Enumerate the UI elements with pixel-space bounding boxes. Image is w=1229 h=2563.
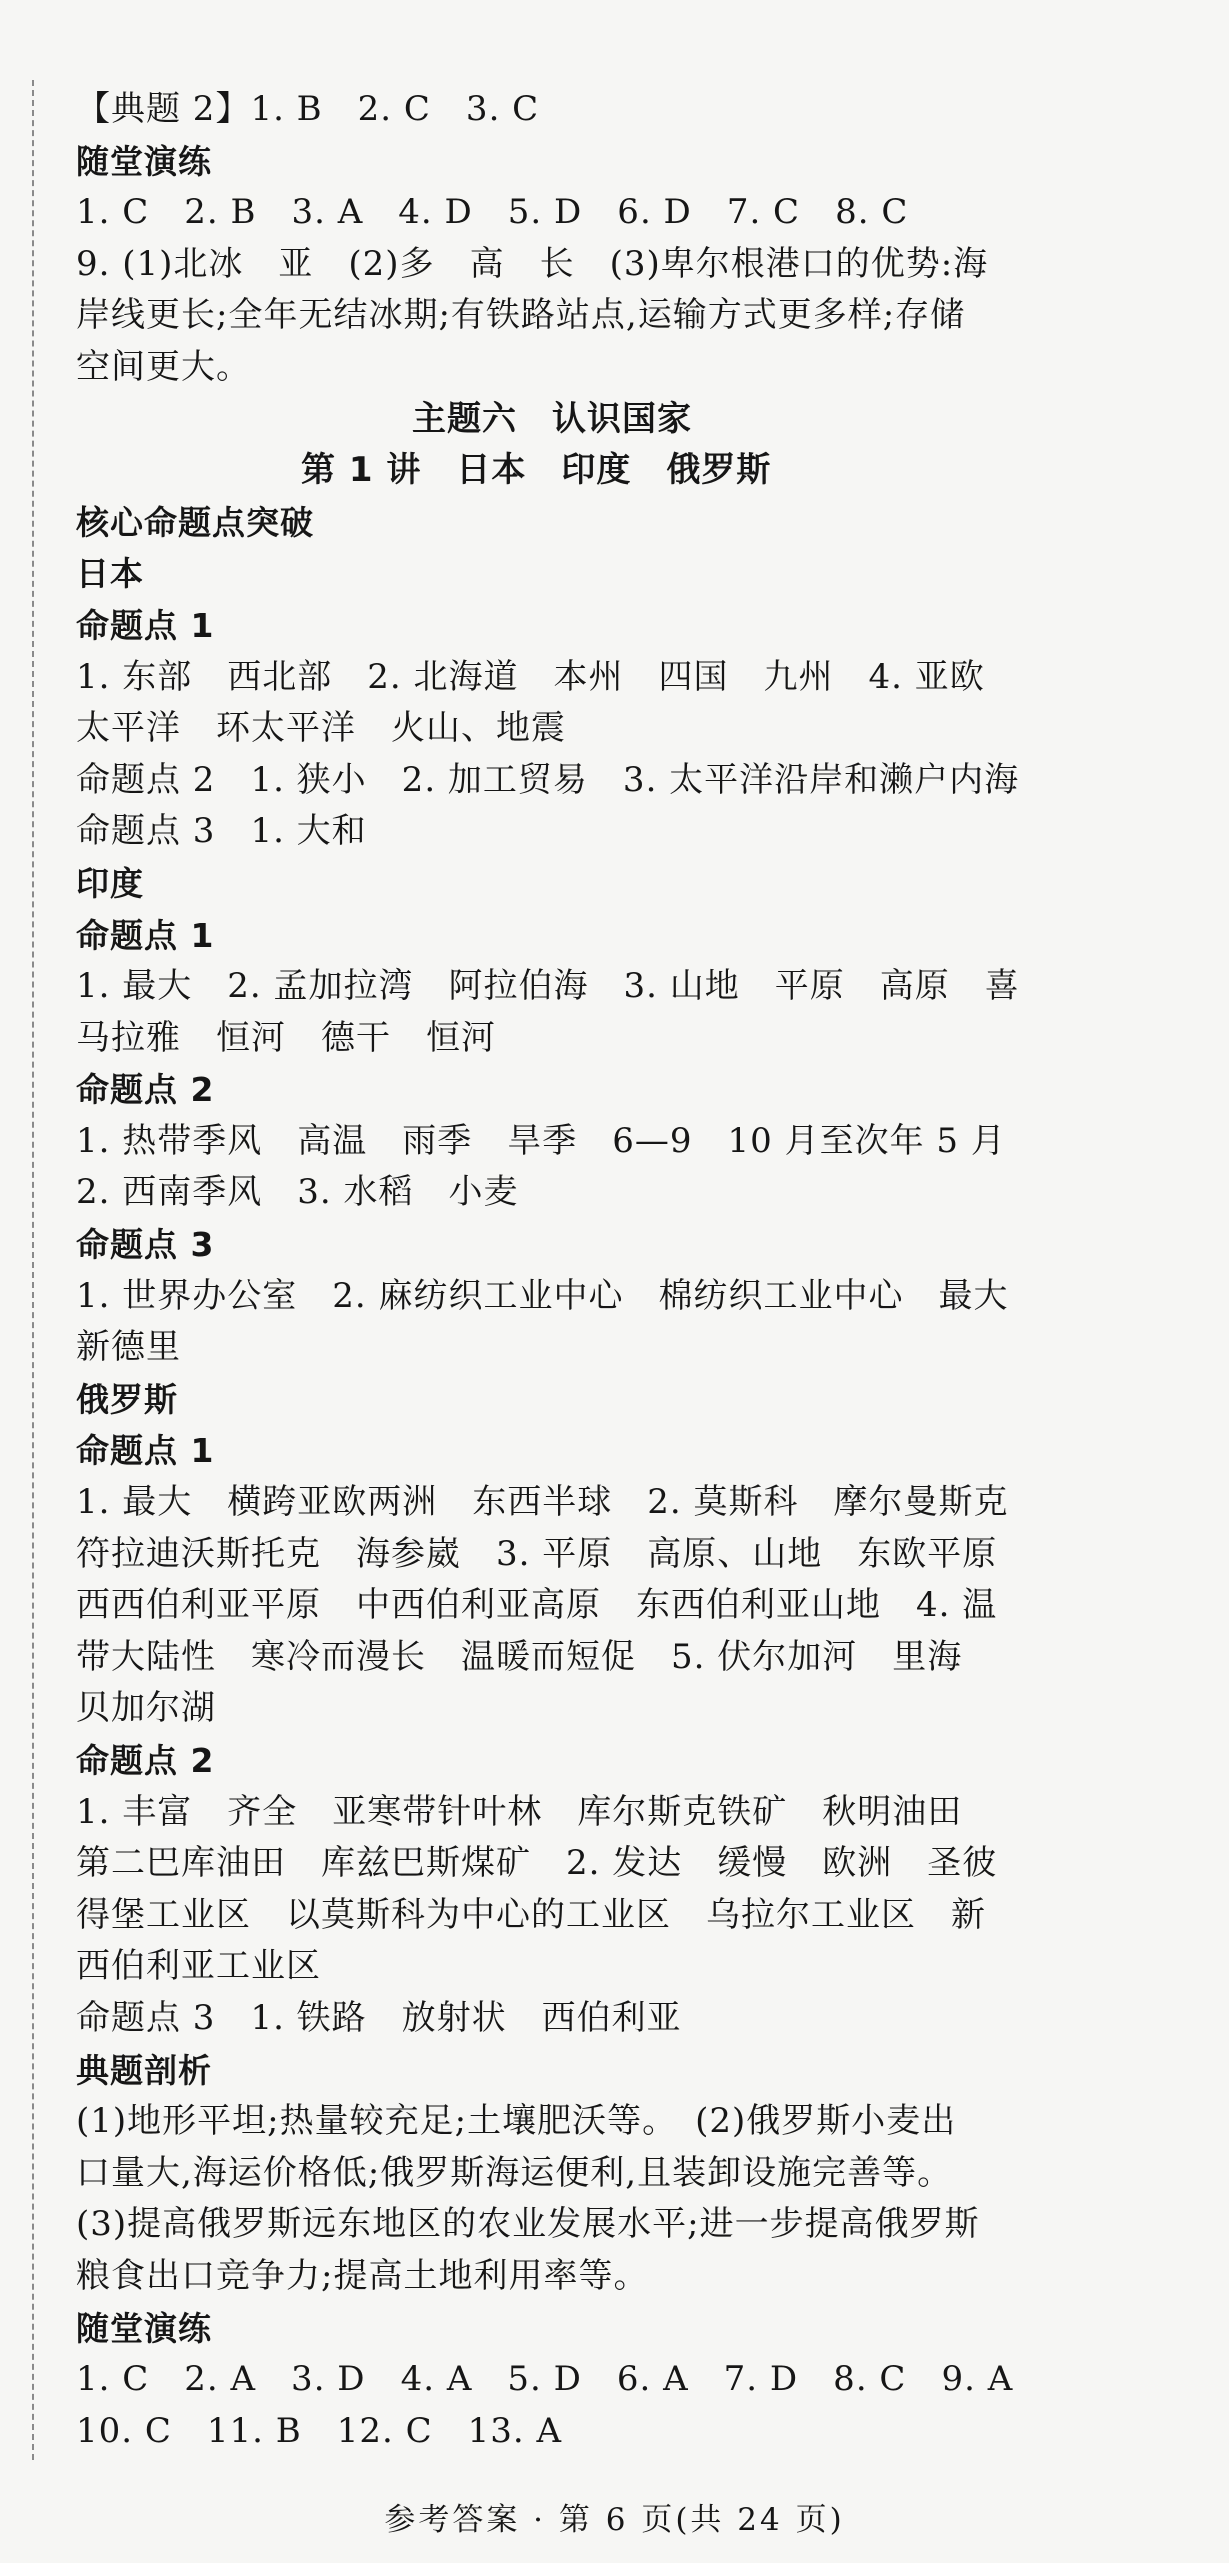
answer-line: 1. 最大 2. 孟加拉湾 阿拉伯海 3. 山地 平原 高原 喜 <box>76 966 1020 1007</box>
section-heading: 命题点 1 <box>76 915 215 955</box>
section-heading: 命题点 3 <box>76 1225 215 1265</box>
section-heading: 日本 <box>76 554 144 594</box>
answer-line: 1. 最大 横跨亚欧两洲 东西半球 2. 莫斯科 摩尔曼斯克 <box>76 1482 1009 1523</box>
answer-line: 命题点 3 1. 大和 <box>76 811 367 852</box>
section-heading: 典题剖析 <box>76 2050 212 2090</box>
answer-line: 马拉雅 恒河 德干 恒河 <box>76 1017 496 1058</box>
section-heading: 命题点 2 <box>76 1070 215 1110</box>
answer-line: 1. 东部 西北部 2. 北海道 本州 四国 九州 4. 亚欧 <box>76 656 985 697</box>
section-heading: 命题点 2 <box>76 1741 215 1780</box>
answer-line: 1. C 2. B 3. A 4. D 5. D 6. D 7. C 8. C <box>76 192 909 233</box>
answer-line: 新德里 <box>76 1327 181 1368</box>
answer-line: 口量大,海运价格低;俄罗斯海运便利,且装卸设施完善等。 <box>76 2152 953 2193</box>
answer-line: 空间更大。 <box>76 346 251 387</box>
section-heading: 核心命题点突破 <box>76 502 314 542</box>
answer-line: 粮食出口竞争力;提高土地利用率等。 <box>76 2255 649 2296</box>
answer-line: 2. 西南季风 3. 水稻 小麦 <box>76 1172 519 1213</box>
answer-line: 带大陆性 寒冷而漫长 温暖而短促 5. 伏尔加河 里海 <box>76 1636 963 1677</box>
answer-line: (3)提高俄罗斯远东地区的农业发展水平;进一步提高俄罗斯 <box>76 2204 980 2245</box>
answer-line: 1. 热带季风 高温 雨季 旱季 6—9 10 月至次年 5 月 <box>76 1120 1006 1161</box>
section-heading: 俄罗斯 <box>76 1379 178 1419</box>
section-heading: 随堂演练 <box>76 2308 212 2348</box>
answer-line: 10. C 11. B 12. C 13. A <box>76 2410 563 2451</box>
answer-line: 西西伯利亚平原 中西伯利亚高原 东西伯利亚山地 4. 温 <box>76 1585 998 1626</box>
answer-line: 命题点 2 1. 狭小 2. 加工贸易 3. 太平洋沿岸和濑户内海 <box>76 759 1020 800</box>
answer-line: 贝加尔湖 <box>76 1688 216 1729</box>
answer-line: 得堡工业区 以莫斯科为中心的工业区 乌拉尔工业区 新 <box>76 1894 986 1935</box>
section-heading: 命题点 1 <box>76 1431 215 1471</box>
page-footer: 参考答案 · 第 6 页(共 24 页) <box>384 2502 845 2538</box>
answer-line: 命题点 3 1. 铁路 放射状 西伯利亚 <box>76 1997 682 2038</box>
section-heading: 印度 <box>76 863 144 903</box>
section-heading: 命题点 1 <box>76 605 215 645</box>
answer-line: 1. 世界办公室 2. 麻纺织工业中心 棉纺织工业中心 最大 <box>76 1275 1009 1316</box>
answer-line: 【典题 2】1. B 2. C 3. C <box>76 89 540 129</box>
lecture-title: 第 1 讲 日本 印度 俄罗斯 <box>301 450 772 491</box>
answer-line: 太平洋 环太平洋 火山、地震 <box>76 708 566 749</box>
answer-line: (1)地形平坦;热量较充足;土壤肥沃等。 (2)俄罗斯小麦出 <box>76 2101 957 2142</box>
answer-line: 1. C 2. A 3. D 4. A 5. D 6. A 7. D 8. C 9. A <box>76 2359 1014 2400</box>
answer-content <box>76 84 1196 2457</box>
topic-title: 主题六 认识国家 <box>412 398 692 439</box>
answer-line: 岸线更长;全年无结冰期;有铁路站点,运输方式更多样;存储 <box>76 295 966 336</box>
answer-line: 第二巴库油田 库兹巴斯煤矿 2. 发达 缓慢 欧洲 圣彼 <box>76 1843 998 1884</box>
answer-line: 9. (1)北冰 亚 (2)多 高 长 (3)卑尔根港口的优势:海 <box>76 243 989 284</box>
binding-margin-line <box>32 80 34 2460</box>
section-heading: 随堂演练 <box>76 141 212 181</box>
answer-line: 符拉迪沃斯托克 海参崴 3. 平原 高原、山地 东欧平原 <box>76 1533 998 1574</box>
answer-line: 1. 丰富 齐全 亚寒带针叶林 库尔斯克铁矿 秋明油田 <box>76 1791 963 1832</box>
answer-line: 西伯利亚工业区 <box>76 1946 321 1987</box>
